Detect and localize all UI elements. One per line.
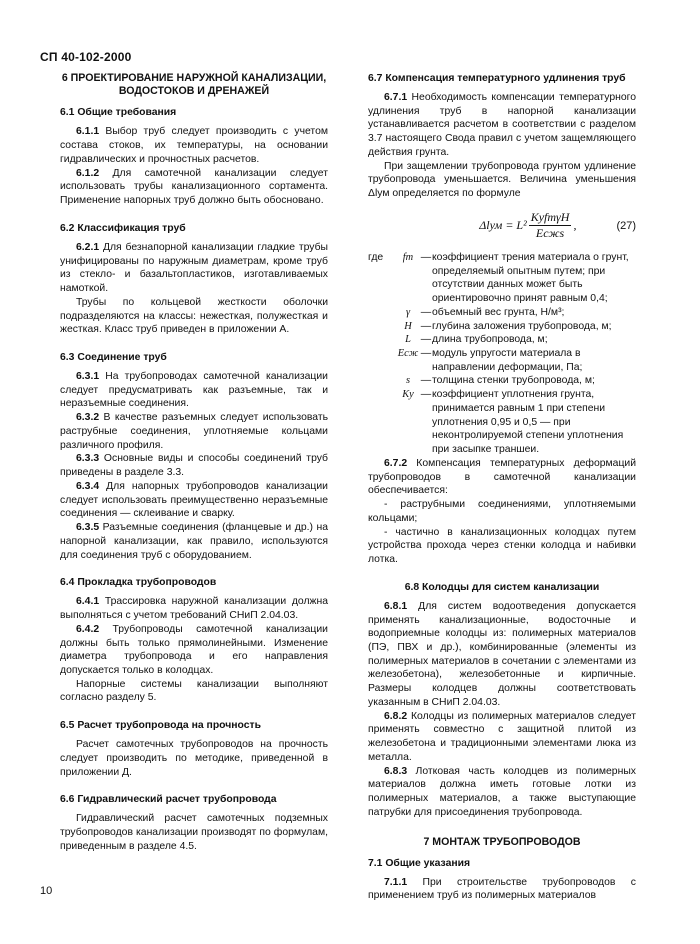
definitions-where: где: [368, 251, 384, 263]
paragraph-6-8-2: 6.8.2 Колодцы из полимерных материалов следует применять совместно с защитной плитой из железобетона и традиционными элементами люка из металла.: [368, 710, 636, 763]
definition-text: объемный вес грунта, Н/м³;: [432, 306, 565, 318]
definition-text: длина трубопровода, м;: [432, 334, 548, 346]
definition-symbol: s: [405, 375, 411, 387]
paragraph-6-8-3: 6.8.3 Лотковая часть колодцев из полимерных материалов должна иметь готовые лотки из полимерных материалов, а также выступающие патрубки для присоединения трубопровода.: [368, 765, 636, 818]
section-6-title: 6 ПРОЕКТИРОВАНИЕ НАРУЖНОЙ КАНАЛИЗАЦИИ, ВОДОСТОКОВ И ДРЕНАЖЕЙ: [61, 72, 327, 98]
definition-symbol: Kу: [402, 389, 414, 401]
section-7-title: 7 МОНТАЖ ТРУБОПРОВОДОВ: [423, 835, 581, 848]
symbol-definitions: где fт — коэффициент трения материала о грунт, определяемый опытным путем; при отсутствии данных может быть ориентировочно принят равным 0,4; γ — объемный вес грунта, Н/м³; H — глубина заложения трубопровода, м; L — длина трубопровода, м; Eсж — модуль упругости материала в направлении деформации, Па; s — толщина стенки трубопровода, м; Kу — коэффициент уплотнения грунта, принимается равным 1 при степени уплотнения 0,95 и 0,5 — при неконтролируемой степени уплотнения при засыпке траншеи.: [368, 251, 636, 457]
paragraph-6-3-1: 6.3.1 На трубопроводах самотечной канализации следует предусматривать как разъемные, так и неразъемные соединения.: [60, 371, 328, 410]
subsection-6-2-title: 6.2 Классификация труб: [60, 222, 186, 234]
definition-text: коэффициент трения материала о грунт, определяемый опытным путем; при отсутствии данных может быть ориентировочно принят равным 0,4;: [432, 251, 629, 305]
subsection-7-1-title: 7.1 Общие указания: [368, 857, 471, 869]
definition-symbol: H: [404, 320, 412, 332]
subsection-6-7-title: 6.7 Компенсация температурного удлинения труб: [368, 73, 626, 84]
document-code: СП 40-102-2000: [40, 50, 132, 64]
formula-lhs: Δlум =: [479, 217, 514, 232]
page-number: 10: [40, 885, 53, 897]
definition-text: толщина стенки трубопровода, м;: [432, 375, 595, 387]
paragraph-6-1-2: 6.1.2 Для самотечной канализации следует использовать трубы канализационного сортамента. Применение напорных труб должно быть обосновано.: [60, 167, 328, 207]
subsection-6-3-title: 6.3 Соединение труб: [60, 352, 167, 364]
formula-denominator: Eсжs: [535, 226, 565, 241]
paragraph-7-1-1: 7.1.1 При строительстве трубопроводов с применением труб из полимерных материалов: [368, 876, 636, 902]
paragraph-6-3-2: 6.3.2 В качестве разъемных следует использовать раструбные соединения, уплотняемые кольцами различного профиля.: [60, 412, 328, 451]
formula-l-squared: L²: [516, 217, 527, 232]
paragraph-6-3-4: 6.3.4 Для напорных трубопроводов канализации следует использовать преимущественно неразъемные соединения — склеивание и сварку.: [60, 480, 328, 520]
formula-tail: ,: [573, 217, 577, 232]
paragraph-6-3-3: 6.3.3 Основные виды и способы соединений труб приведены в разделе 3.3.: [60, 453, 328, 479]
subsection-6-5-title: 6.5 Расчет трубопровода на прочность: [60, 720, 262, 732]
subsection-6-1-title: 6.1 Общие требования: [60, 107, 177, 119]
paragraph-6-2-1-cont: Трубы по кольцевой жесткости оболочки подразделяются на классы: нежесткая, полужесткая и жесткая. Класс труб приведен в приложении А.: [60, 296, 328, 336]
subsection-6-4-title: 6.4 Прокладка трубопроводов: [60, 577, 217, 589]
paragraph-6-6: Гидравлический расчет самотечных подземных трубопроводов канализации производят по формулам, приведенным в разделе 4.5.: [60, 813, 328, 852]
definition-symbol: Eсж: [397, 348, 419, 360]
right-column: [368, 72, 636, 903]
left-column: [60, 72, 328, 854]
paragraph-6-7-2: 6.7.2 Компенсация температурных деформаций трубопроводов в самотечной канализации обеспечивается:: [368, 457, 636, 497]
paragraph-6-8-1: 6.8.1 Для систем водоотведения допускается применять канализационные, водосточные и водоприемные колодцы из: полимерных материалов (ПЭ, ПВХ и др.), комбинированные (элементы из полимерных материалов в сочетании с элементами из железобетона), железобетонные и кирпичные. Размеры колодцев должны соответствовать указанным в СНиП 2.04.03.: [368, 600, 636, 708]
paragraph-6-7-1: 6.7.1 Необходимость компенсации температурного удлинения труб в напорной канализации устанавливается расчетом в соответствии с разделом 3.7 настоящего Свода правил с учетом защемляющего действия грунта.: [368, 92, 636, 158]
definition-symbol: fт: [402, 251, 414, 263]
subsection-6-8-title: 6.8 Колодцы для систем канализации: [404, 581, 600, 593]
paragraph-6-3-5: 6.3.5 Разъемные соединения (фланцевые и др.) на напорной канализации, как правило, используются для соединения труб с оборудованием.: [60, 522, 328, 561]
formula-expression: [479, 210, 576, 243]
definition-symbol: γ: [405, 306, 411, 318]
definition-text: коэффициент уплотнения грунта, принимается равным 1 при степени уплотнения 0,95 и 0,5 — при неконтролируемой степени уплотнения при засыпке траншеи.: [432, 389, 624, 456]
formula-number: (27): [616, 219, 636, 232]
paragraph-6-5: Расчет самотечных трубопроводов на прочность следует производить по методике, приведенной в приложении Д.: [60, 739, 328, 778]
definition-text: глубина заложения трубопровода, м;: [432, 320, 612, 332]
paragraph-6-4-2-cont: Напорные системы канализации выполняют согласно разделу 5.: [60, 678, 328, 704]
subsection-6-6-title: 6.6 Гидравлический расчет трубопровода: [60, 794, 277, 806]
paragraph-6-7-1-cont: При защемлении трубопровода грунтом удлинение трубопровода уменьшается. Величина уменьшения Δlум определяется по формуле: [368, 160, 636, 200]
definition-text: модуль упругости материала в направлении деформации, Па;: [432, 348, 583, 373]
paragraph-6-2-1: 6.2.1 Для безнапорной канализации гладкие трубы унифицированы по наружным диаметрам, кроме труб из стекло- и базальтопластиков, изготавливаемых намоткой.: [60, 241, 328, 295]
formula-numerator: KуfтγH: [529, 210, 572, 227]
formula-fraction: [529, 210, 572, 243]
formula-27: [368, 207, 636, 245]
definition-symbol: L: [405, 334, 411, 346]
paragraph-6-7-2-item-1: - раструбными соединениями, уплотняемыми кольцами;: [368, 499, 636, 524]
paragraph-6-7-2-item-2: - частично в канализационных колодцах путем устройства прохода через стенки колодца и набивки лотка.: [368, 526, 636, 566]
paragraph-6-4-2: 6.4.2 Трубопроводы самотечной канализации должны быть только прямолинейными. Изменение диаметра трубопровода и его направления допускается только в колодцах.: [60, 623, 328, 676]
paragraph-6-4-1: 6.4.1 Трассировка наружной канализации должна выполняться с учетом требований СНиП 2.04.03.: [60, 596, 328, 622]
paragraph-6-1-1: 6.1.1 Выбор труб следует производить с учетом состава стоков, их температуры, на основании гидравлических и прочностных расчетов.: [60, 126, 328, 165]
